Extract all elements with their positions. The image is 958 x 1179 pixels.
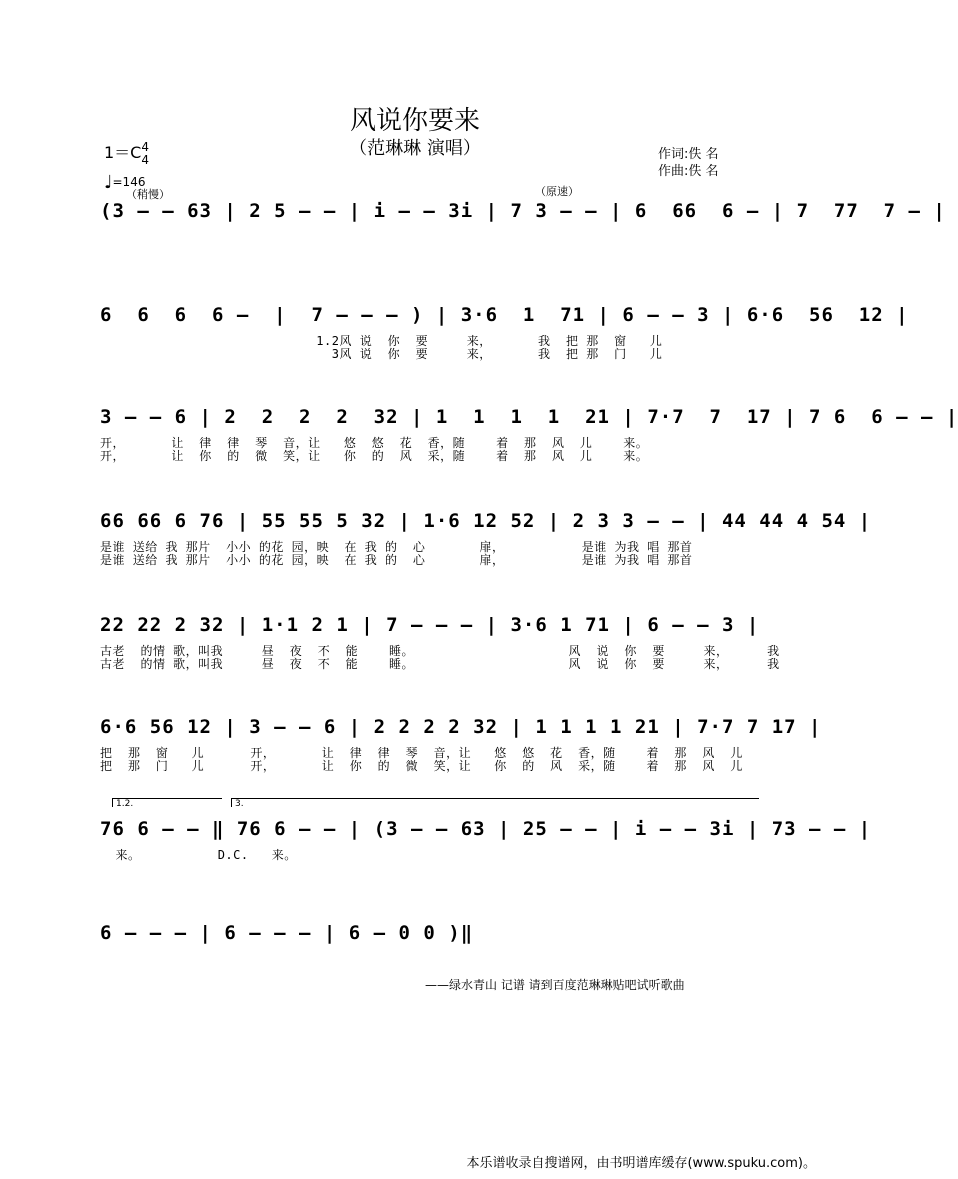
- volta-second-ending: 3.: [231, 798, 759, 807]
- score-system-7: [100, 818, 872, 868]
- composer: 作曲:佚 名: [658, 164, 719, 179]
- score-system-8: [100, 922, 760, 952]
- notation-line: 66 66 6 76 | 55 55 5 32 | 1·6 12 52 | 2 3 3 — — | 44 44 4 54 |: [100, 510, 872, 532]
- key-label: 1＝C: [104, 143, 142, 162]
- notation-line: 76 6 — — ‖ 76 6 — — | (3 — — 63 | 25 — — | i — — 3i | 73 — — |: [100, 818, 872, 840]
- performer-subtitle: （范琳琳 演唱）: [349, 138, 481, 159]
- lyric-line: 古老 的情 歌，叫我 昼 夜 不 能 睡。 风 说 你 要 来， 我: [100, 657, 780, 671]
- transcriber-note: ——绿水青山 记谱 请到百度范琳琳贴吧试听歌曲: [425, 978, 685, 992]
- notation-line: 6 6 6 6 — | 7 — — — ) | 3·6 1 71 | 6 — — 3 | 6·6 56 12 |: [100, 304, 909, 326]
- time-top: 4: [141, 139, 149, 154]
- lyric-line: 是谁 送给 我 那片 小小 的花 园，映 在 我 的 心 扉， 是谁 为我 唱 那首: [100, 553, 693, 567]
- score-system-3: [100, 406, 958, 466]
- song-title: 风说你要来: [349, 106, 480, 136]
- notation-line: (3 — — 63 | 2 5 — — | i — — 3i | 7 3 — — | 6 66 6 — | 7 77 7 — |: [100, 200, 946, 222]
- lyric-line: 古老 的情 歌，叫我 昼 夜 不 能 睡。 风 说 你 要 来， 我: [100, 644, 780, 658]
- lyric-line: 来。 D.C. 来。: [100, 848, 297, 862]
- lyric-line: 把 那 窗 儿 开， 让 律 律 琴 音，让 悠 悠 花 香，随 着 那 风 儿: [100, 746, 743, 760]
- score-system-1: [100, 200, 946, 230]
- time-bottom: 4: [141, 152, 149, 167]
- source-footer: 本乐谱收录自搜谱网，由书明谱库缓存(www.spuku.com)。: [466, 1156, 816, 1171]
- notation-line: 6 — — — | 6 — — — | 6 — 0 0 )‖: [100, 922, 474, 944]
- notation-line: 22 22 2 32 | 1·1 2 1 | 7 — — — | 3·6 1 71 | 6 — — 3 |: [100, 614, 760, 636]
- notation-line: 3 — — 6 | 2 2 2 2 32 | 1 1 1 1 21 | 7·7 7 17 | 7 6 6 — — |: [100, 406, 958, 428]
- lyric-line: 开， 让 律 律 琴 音，让 悠 悠 花 香，随 着 那 风 儿 来。: [100, 436, 649, 450]
- lyric-line: 是谁 送给 我 那片 小小 的花 园，映 在 我 的 心 扉， 是谁 为我 唱 那首: [100, 540, 693, 554]
- lyric-line: 开， 让 你 的 微 笑，让 你 的 风 采，随 着 那 风 儿 来。: [100, 449, 649, 463]
- slow-marking: （稍慢）: [126, 188, 170, 201]
- volta-first-ending: 1.2.: [112, 798, 222, 807]
- key-signature: [104, 140, 149, 167]
- quarter-note-icon: ♩: [104, 172, 113, 193]
- score-system-2: [100, 304, 909, 364]
- score-system-4: [100, 510, 872, 570]
- lyricist: 作词:佚 名: [658, 147, 719, 162]
- score-system-5: [100, 614, 780, 674]
- notation-line: 6·6 56 12 | 3 — — 6 | 2 2 2 2 32 | 1 1 1 1 21 | 7·7 7 17 |: [100, 716, 822, 738]
- lyric-line: 3风 说 你 要 来， 我 把 那 门 儿: [100, 347, 663, 361]
- lyric-line: 1.2风 说 你 要 来， 我 把 那 窗 儿: [100, 334, 663, 348]
- credits: [658, 146, 719, 180]
- time-signature: [141, 141, 149, 167]
- lyric-line: 把 那 门 儿 开， 让 你 的 微 笑，让 你 的 风 采，随 着 那 风 儿: [100, 759, 743, 773]
- original-tempo-marking: （原速）: [535, 185, 579, 198]
- score-system-6: [100, 716, 822, 776]
- tempo-value: =146: [112, 175, 146, 189]
